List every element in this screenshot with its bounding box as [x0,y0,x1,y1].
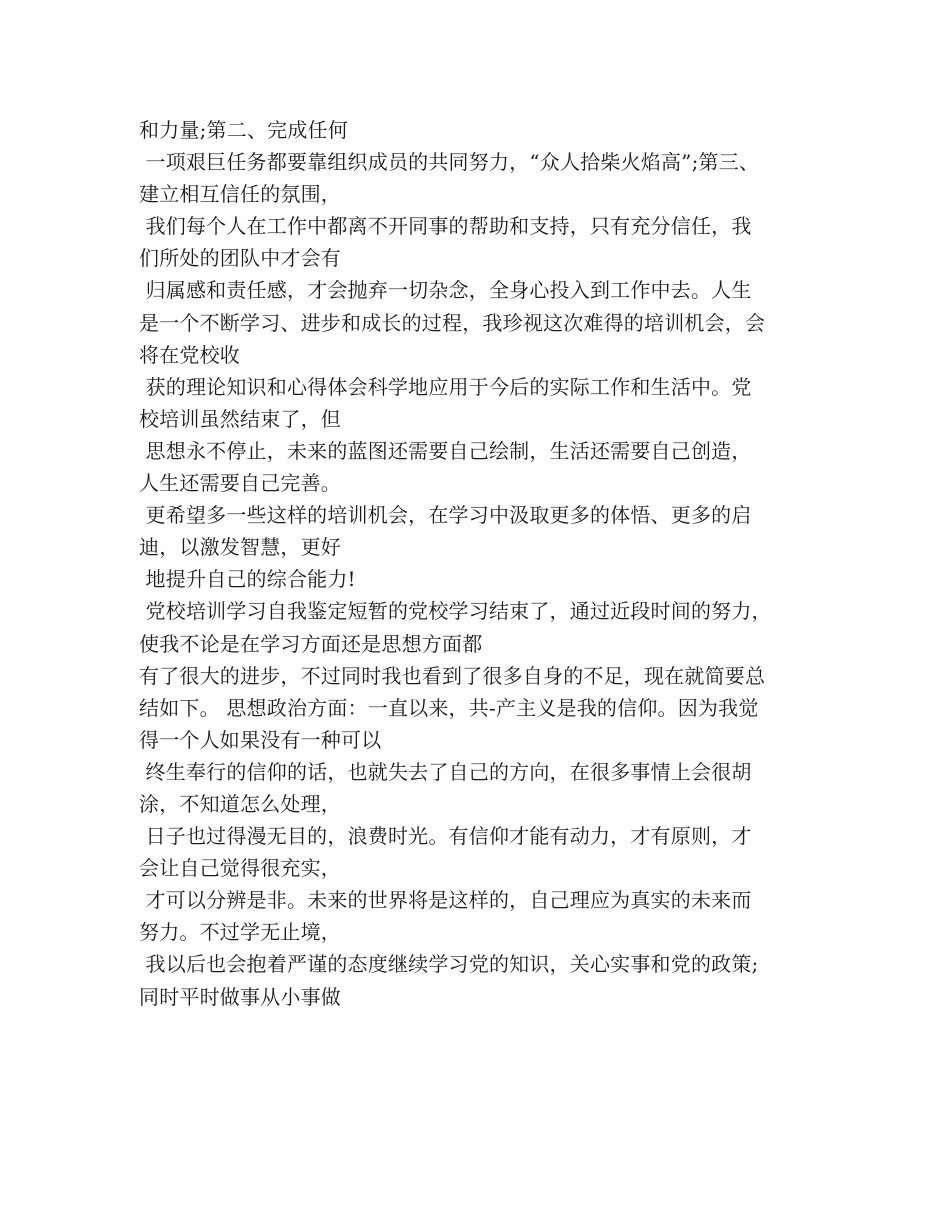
text-line: 迪，以激发智慧，更好 [139,535,341,560]
text-line: 将在党校收 [139,342,240,367]
text-line: 人生还需要自己完善。 [139,471,341,496]
text-line: 我们每个人在工作中都离不开同事的帮助和支持，只有充分信任，我 [139,214,752,239]
text-line: 努力。不过学无止境， [139,920,341,945]
text-line: 我以后也会抱着严谨的态度继续学习党的知识，关心实事和党的政策; [139,952,759,977]
text-line: 一项艰巨任务都要靠组织成员的共同努力，“众人拾柴火焰高”;第三、 [139,150,760,175]
text-line: 同时平时做事从小事做 [139,984,341,1009]
text-line: 更希望多一些这样的培训机会，在学习中汲取更多的体悟、更多的启 [139,503,752,528]
text-line: 是一个不断学习、进步和成长的过程，我珍视这次难得的培训机会，会 [139,310,766,335]
text-line: 校培训虽然结束了，但 [139,406,341,431]
text-line: 思想永不停止，未来的蓝图还需要自己绘制，生活还需要自己创造， [139,438,752,463]
text-line: 涂，不知道怎么处理， [139,791,341,816]
text-line: 会让自己觉得很充实， [139,856,341,881]
text-line: 日子也过得漫无目的，浪费时光。有信仰才能有动力，才有原则，才 [139,824,752,849]
text-line: 结如下。 思想政治方面：一直以来，共-产主义是我的信仰。因为我觉 [139,695,759,720]
document-body [139,114,839,1013]
text-line: 有了很大的进步，不过同时我也看到了很多自身的不足，现在就简要总 [139,663,766,688]
text-line: 和力量;第二、完成任何 [139,118,348,142]
text-line: 使我不论是在学习方面还是思想方面都 [139,631,483,656]
text-line: 终生奉行的信仰的话，也就失去了自己的方向，在很多事情上会很胡 [139,759,752,784]
text-line: 得一个人如果没有一种可以 [139,727,382,752]
text-line: 才可以分辨是非。未来的世界将是这样的，自己理应为真实的未来而 [139,888,752,913]
text-line: 地提升自己的综合能力! [139,567,356,592]
text-line: 们所处的团队中才会有 [139,246,341,271]
text-line: 党校培训学习自我鉴定短暂的党校学习结束了，通过近段时间的努力， [139,599,772,624]
text-line: 获的理论知识和心得体会科学地应用于今后的实际工作和生活中。党 [139,374,752,399]
text-line: 归属感和责任感，才会抛弃一切杂念，全身心投入到工作中去。人生 [139,278,752,303]
text-line: 建立相互信任的氛围， [139,182,341,207]
